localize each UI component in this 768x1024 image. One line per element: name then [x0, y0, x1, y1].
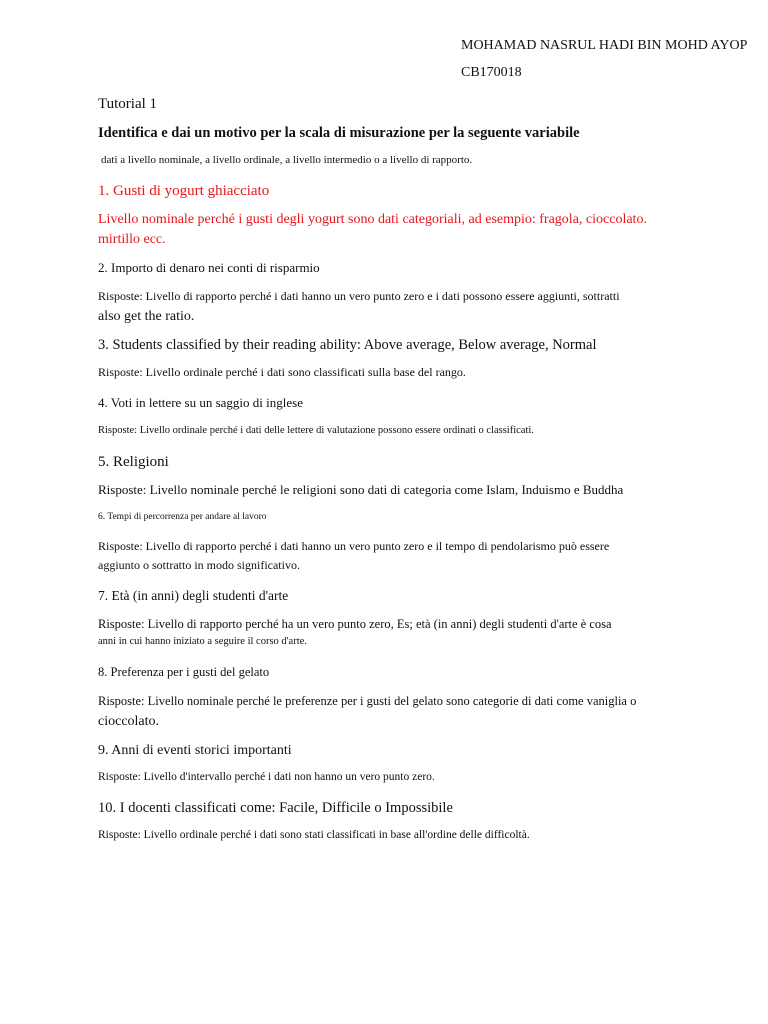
answer-9-line-1: Risposte: Livello d'intervallo perché i dati non hanno un vero punto zero.	[98, 771, 435, 783]
answer-6-line-1: Risposte: Livello di rapporto perché i dati hanno un vero punto zero e il tempo di pendolarismo può essere	[98, 539, 610, 553]
document-subheading: dati a livello nominale, a livello ordinale, a livello intermedio o a livello di rapporto.	[101, 154, 473, 166]
answer-2-line-1: Risposte: Livello di rapporto perché i dati hanno un vero punto zero e i dati possono essere aggiunti, sottratti	[98, 289, 620, 303]
answer-8-line-1: Risposte: Livello nominale perché le preferenze per i gusti del gelato sono categorie di dati come vaniglia o	[98, 694, 637, 708]
question-4: 4. Voti in lettere su un saggio di inglese	[98, 395, 303, 410]
answer-1-line-1: Livello nominale perché i gusti degli yogurt sono dati categoriali, ad esempio: fragola, cioccolato.	[98, 212, 647, 227]
answer-5-line-1: Risposte: Livello nominale perché le religioni sono dati di categoria come Islam, Induismo e Buddha	[98, 482, 624, 497]
answer-4-line-1: Risposte: Livello ordinale perché i dati delle lettere di valutazione possono essere ordinati o classificati.	[98, 425, 534, 436]
question-5: 5. Religioni	[98, 454, 169, 470]
answer-3-line-1: Risposte: Livello ordinale perché i dati sono classificati sulla base del rango.	[98, 365, 466, 379]
question-9: 9. Anni di eventi storici importanti	[98, 743, 292, 758]
question-3: 3. Students classified by their reading ability: Above average, Below average, Normal	[98, 337, 597, 353]
document-title: Tutorial 1	[98, 96, 158, 112]
answer-2-line-2: also get the ratio.	[98, 309, 195, 324]
question-10: 10. I docenti classificati come: Facile, Difficile o Impossibile	[98, 800, 453, 816]
answer-1-line-2: mirtillo ecc.	[98, 232, 166, 247]
answer-7-line-1: Risposte: Livello di rapporto perché ha un vero punto zero, Es; età (in anni) degli studenti d'arte è cosa	[98, 617, 612, 631]
answer-7-line-2: anni in cui hanno iniziato a seguire il corso d'arte.	[98, 636, 307, 647]
question-1: 1. Gusti di yogurt ghiacciato	[98, 183, 270, 199]
answer-6-line-2: aggiunto o sottratto in modo significativo.	[98, 558, 300, 572]
question-8: 8. Preferenza per i gusti del gelato	[98, 665, 270, 679]
student-id: CB170018	[461, 65, 522, 80]
document-heading: Identifica e dai un motivo per la scala di misurazione per la seguente variabile	[98, 125, 580, 141]
question-7: 7. Età (in anni) degli studenti d'arte	[98, 588, 289, 603]
answer-8-line-2: cioccolato.	[98, 714, 160, 729]
question-6: 6. Tempi di percorrenza per andare al lavoro	[98, 512, 267, 522]
answer-10-line-1: Risposte: Livello ordinale perché i dati sono stati classificati in base all'ordine delle difficoltà.	[98, 829, 530, 841]
author-name: MOHAMAD NASRUL HADI BIN MOHD AYOP	[461, 38, 748, 53]
question-2: 2. Importo di denaro nei conti di risparmio	[98, 260, 320, 275]
